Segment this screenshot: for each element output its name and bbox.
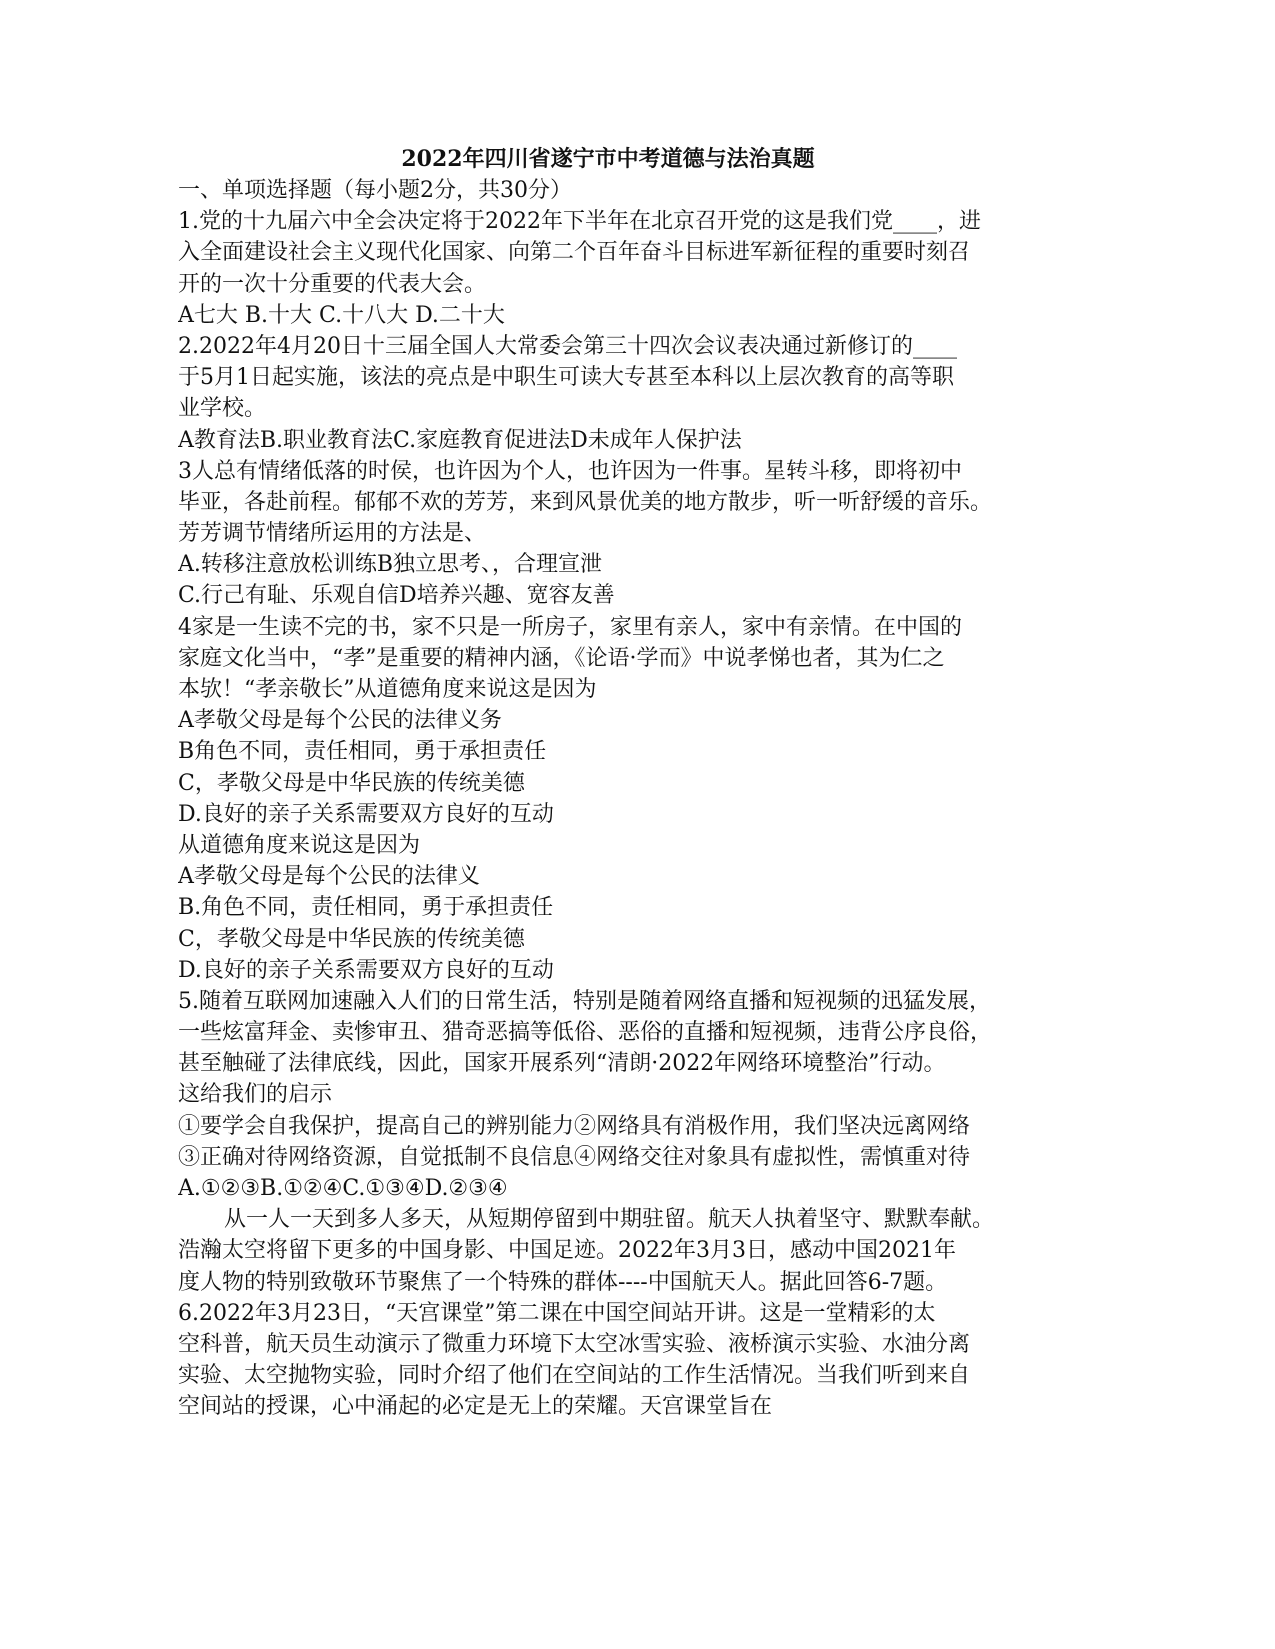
text-line: 家庭文化当中，“孝”是重要的精神内涵，《论语·学而》中说孝悌也者，其为仁之 — [178, 645, 945, 671]
text-line: 芳芳调节情绪所运用的方法是、 — [178, 521, 487, 547]
text-line: 一、单项选择题（每小题2分，共30分） — [178, 178, 572, 203]
text-line: 从道德角度来说这是因为 — [178, 832, 421, 858]
text-line: 毕亚，各赴前程。郁郁不欢的芳芳，来到风景优美的地方散步，听一听舒缓的音乐。 — [178, 489, 993, 515]
text-line: C，孝敬父母是中华民族的传统美德 — [178, 770, 525, 796]
text-line: 2.2022年4月20日十三届全国人大常委会第三十四次会议表决通过新修订的____ — [178, 333, 957, 359]
text-line: 1.党的十九届六中全会决定将于2022年下半年在北京召开党的这是我们党____，进 — [178, 209, 981, 235]
text-line: 5.随着互联网加速融入人们的日常生活，特别是随着网络直播和短视频的迅猛发展， — [178, 988, 991, 1014]
text-line: 浩瀚太空将留下更多的中国身影、中国足迹。2022年3月3日，感动中国2021年 — [178, 1238, 956, 1264]
text-line: B角色不同，责任相同，勇于承担责任 — [178, 739, 547, 765]
text-line: 4家是一生读不完的书，家不只是一所房子，家里有亲人，家中有亲情。在中国的 — [178, 614, 962, 640]
text-line: 空科普，航天员生动演示了微重力环境下太空冰雪实验、液桥演示实验、水油分离 — [178, 1331, 971, 1357]
text-line: D.良好的亲子关系需要双方良好的互动 — [178, 801, 554, 827]
text-line: B.角色不同，责任相同，勇于承担责任 — [178, 895, 554, 921]
text-line: 空间站的授课，心中涌起的必定是无上的荣耀。天宫课堂旨在 — [178, 1394, 773, 1420]
text-line: A孝敬父母是每个公民的法律义 — [178, 864, 480, 890]
document-page — [178, 143, 1038, 1423]
text-line: D.良好的亲子关系需要双方良好的互动 — [178, 957, 554, 983]
text-line: 从一人一天到多人多天，从短期停留到中期驻留。航天人执着坚守、默默奉献。 — [224, 1207, 995, 1233]
text-line: ①要学会自我保护，提高自己的辨别能力②网络具有消极作用，我们坚决远离网络 — [178, 1113, 971, 1139]
text-line: 3人总有情绪低落的时侯，也许因为个人，也许因为一件事。星转斗移，即将初中 — [178, 458, 962, 484]
text-line: 6.2022年3月23日，“天宫课堂”第二课在中国空间站开讲。这是一堂精彩的太 — [178, 1300, 936, 1326]
text-line: A.转移注意放松训练B独立思考、，合理宣泄 — [178, 552, 603, 578]
text-line: 一些炫富拜金、卖惨审丑、猎奇恶搞等低俗、恶俗的直播和短视频，违背公序良俗， — [178, 1020, 993, 1046]
text-line: 这给我们的启示 — [178, 1082, 333, 1108]
text-line: ③正确对待网络资源，自觉抵制不良信息④网络交往对象具有虚拟性，需慎重对待 — [178, 1144, 971, 1170]
text-line: 度人物的特别致敬环节聚焦了一个特殊的群体----中国航天人。据此回答6-7题。 — [178, 1269, 948, 1295]
text-line: 于5月1日起实施，该法的亮点是中职生可读大专甚至本科以上层次教育的高等职 — [178, 365, 954, 391]
text-line: A.①②③B.①②④C.①③④D.②③④ — [178, 1176, 508, 1201]
text-line: 甚至触碰了法律底线，因此，国家开展系列“清朗·2022年网络环境整治”行动。 — [178, 1051, 946, 1077]
text-line: A教育法B.职业教育法C.家庭教育促进法D未成年人保护法 — [178, 427, 742, 453]
text-line: A七大 B.十大 C.十八大 D.二十大 — [178, 302, 505, 328]
text-line: 实验、太空抛物实验，同时介绍了他们在空间站的工作生活情况。当我们听到来自 — [178, 1363, 971, 1389]
document-body — [178, 175, 1038, 1423]
text-line: A孝敬父母是每个公民的法律义务 — [178, 708, 502, 734]
text-line: 业学校。 — [178, 396, 267, 422]
text-line: 开的一次十分重要的代表大会。 — [178, 271, 487, 297]
document-title: 2022年四川省遂宁市中考道德与法治真题 — [401, 146, 815, 172]
text-line: C.行己有耻、乐观自信D培养兴趣、宽容友善 — [178, 583, 615, 609]
text-line: C，孝敬父母是中华民族的传统美德 — [178, 926, 525, 952]
text-line: 本欤！“孝亲敬长”从道德角度来说这是因为 — [178, 677, 597, 702]
text-line: 入全面建设社会主义现代化国家、向第二个百年奋斗目标进军新征程的重要时刻召 — [178, 240, 971, 266]
